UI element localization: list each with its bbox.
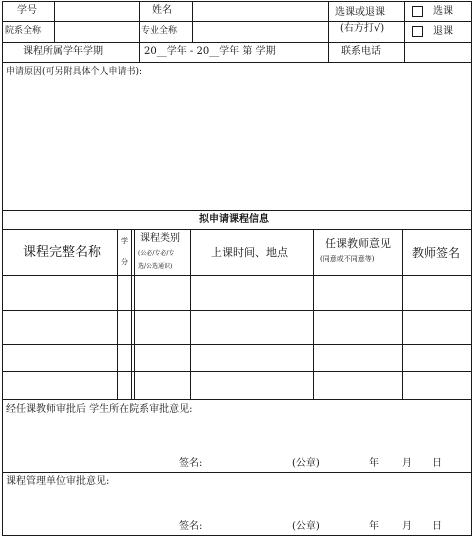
courses-title: 拟申请课程信息 <box>199 214 269 225</box>
dept-approval-input[interactable] <box>3 418 471 454</box>
admin-approval-input[interactable] <box>3 490 471 518</box>
choice-hint: (右方打√) <box>340 23 385 34</box>
courses-title-top <box>2 210 472 211</box>
border-right <box>471 1 472 535</box>
border-top <box>2 1 472 2</box>
col-credit-2: 分 <box>121 258 128 266</box>
admin-sign-label: 签名: <box>179 521 203 532</box>
dept-approval-label: 经任课教师审批后 学生所在院系审批意见: <box>6 404 193 415</box>
admin-seal-label: (公章) <box>292 521 320 532</box>
select-course-label: 选课 <box>433 6 453 17</box>
header-vline-1 <box>54 1 55 42</box>
col-type-hint-2: 选/公选通识) <box>138 263 173 270</box>
term-label: 课程所属学年学期 <box>23 46 103 57</box>
dept-day-label: 日 <box>432 458 442 469</box>
approval-divider <box>2 472 472 473</box>
major-label: 专业全称 <box>141 26 178 36</box>
admin-approval-label: 课程管理单位审批意见: <box>6 476 110 487</box>
table-row[interactable] <box>3 311 471 344</box>
col-opinion: 任课教师意见 <box>325 237 391 250</box>
reason-label: 申请原因(可另附具体个人申请书): <box>6 67 143 77</box>
col-course-name: 课程完整名称 <box>23 245 102 260</box>
table-bottom <box>2 399 472 400</box>
dept-sign-label: 签名: <box>179 458 203 469</box>
table-row[interactable] <box>3 276 471 310</box>
col-type-title: 课程类别 <box>140 233 180 244</box>
reason-input-area[interactable] <box>3 82 471 210</box>
phone-label: 联系电话 <box>341 46 381 57</box>
header-vline-4 <box>328 1 329 62</box>
header-row-divider-1 <box>2 21 404 22</box>
header-vline-3 <box>192 1 193 42</box>
admin-year-label: 年 <box>369 521 379 532</box>
department-label: 院系全称 <box>5 26 42 36</box>
name-label: 姓名 <box>152 5 172 16</box>
drop-course-checkbox[interactable] <box>412 26 423 37</box>
dept-seal-label: (公章) <box>292 458 320 469</box>
dept-month-label: 月 <box>402 458 412 469</box>
col-signature: 教师签名 <box>412 246 461 260</box>
header-vline-5 <box>404 1 405 42</box>
col-credit-1: 学 <box>121 237 128 245</box>
choice-label: 选课或退课 <box>335 7 385 18</box>
table-row[interactable] <box>3 372 471 399</box>
option-divider <box>404 21 472 22</box>
col-time-place: 上课时间、地点 <box>211 246 288 259</box>
phone-vline <box>404 42 405 62</box>
col-type-hint-1: (公必/专必/专 <box>138 250 175 257</box>
term-value[interactable]: 20__学年 - 20__学年 第 学期 <box>144 46 276 57</box>
header-row-divider-3 <box>2 62 472 63</box>
drop-course-label: 退课 <box>433 26 453 37</box>
admin-day-label: 日 <box>432 521 442 532</box>
header-row-divider-2 <box>2 42 472 43</box>
dept-year-label: 年 <box>369 458 379 469</box>
select-course-checkbox[interactable] <box>412 6 423 17</box>
col-opinion-hint: (同意或不同意等) <box>320 255 375 263</box>
header-vline-2 <box>139 1 140 62</box>
table-row[interactable] <box>3 345 471 371</box>
admin-month-label: 月 <box>402 521 412 532</box>
student-id-label: 学号 <box>17 5 37 16</box>
